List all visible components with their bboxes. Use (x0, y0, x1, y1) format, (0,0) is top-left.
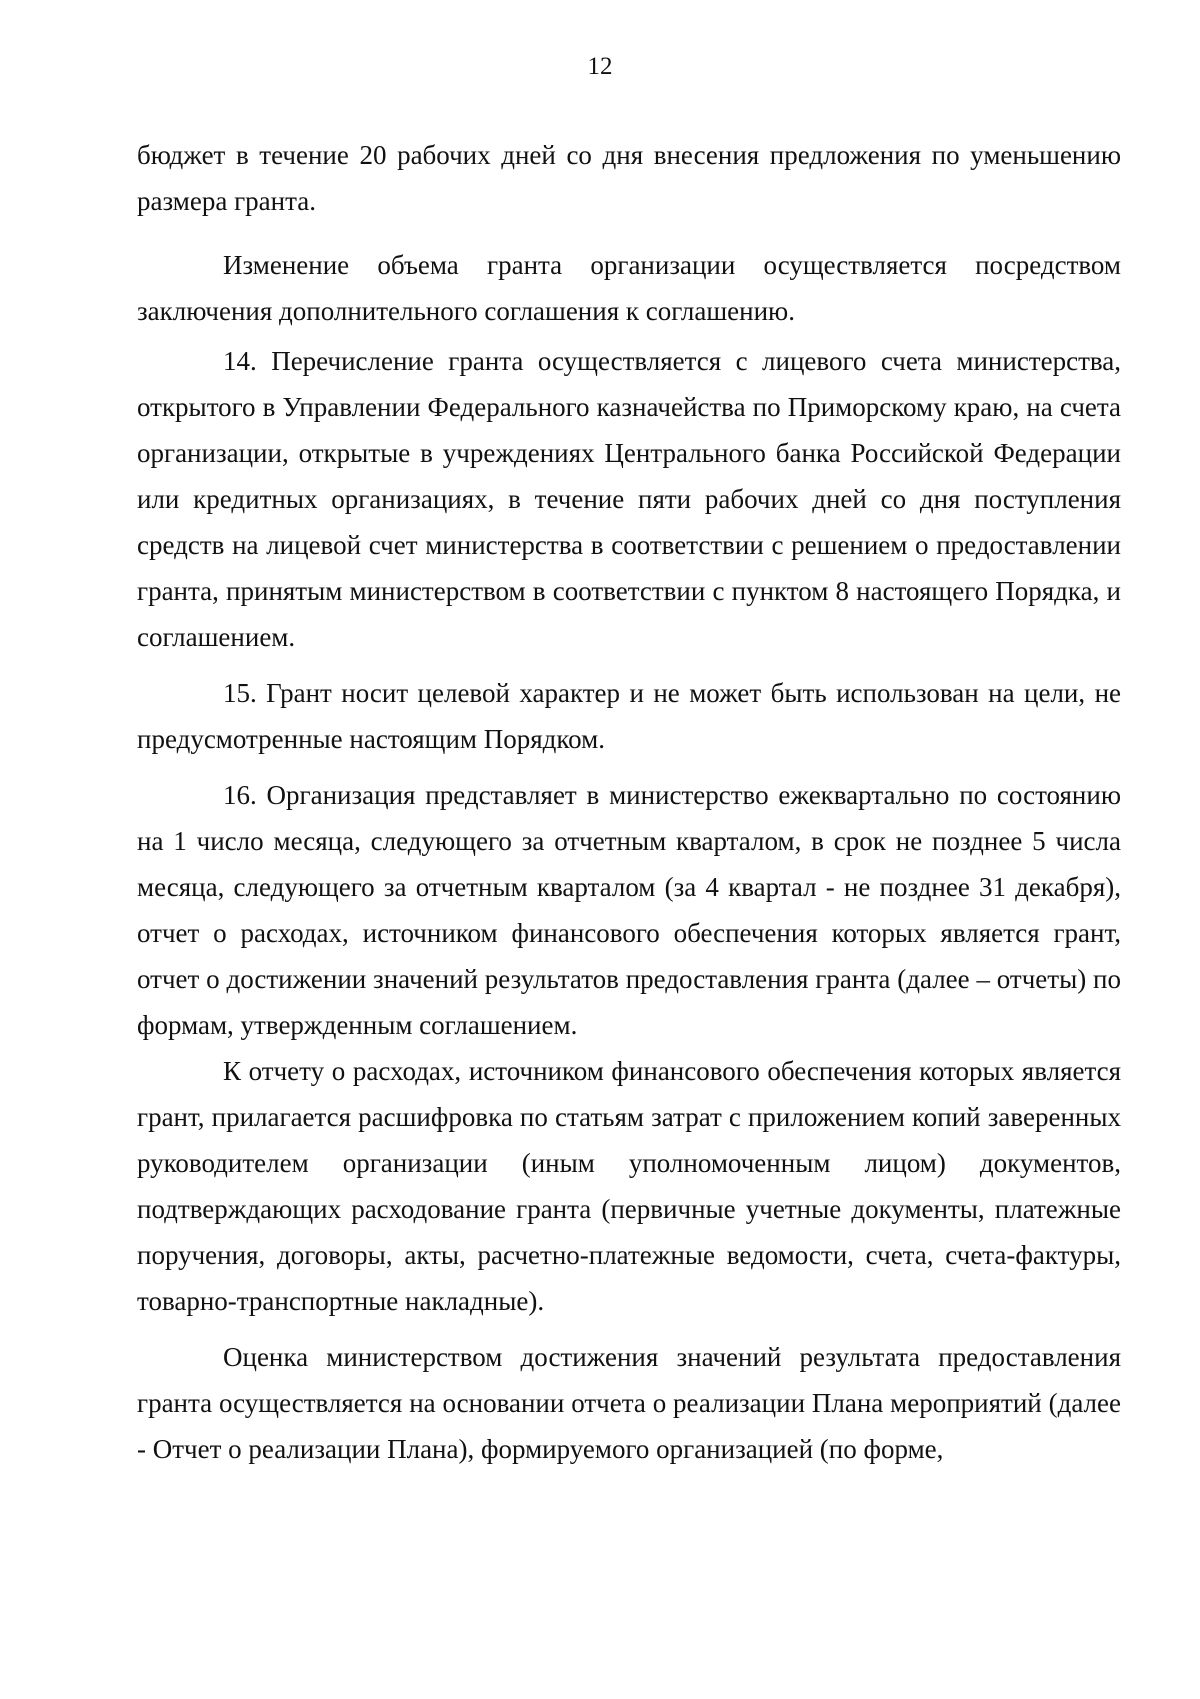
paragraph-16-reporting: 16. Организация представляет в министерство ежеквартально по состоянию на 1 число месяца, следующего за отчетным кварталом, в срок не позднее 5 числа месяца, следующего за отчетным кварталом (за 4 квартал - не позднее 31 декабря), отчет о расходах, источником финансового обеспечения которых является грант, отчет о достижении значений результатов предоставления гранта (далее – отчеты) по формам, утвержденным соглашением. (137, 780, 1121, 1040)
paragraph-14-transfer: 14. Перечисление гранта осуществляется с лицевого счета министерства, открытого в Управлении Федерального казначейства по Приморскому краю, на счета организации, открытые в учреждениях Центрального банка Российской Федерации или кредитных организациях, в течение пяти рабочих дней со дня поступления средств на лицевой счет министерства в соответствии с решением о предоставлении гранта, принятым министерством в соответствии с пунктом 8 настоящего Порядка, и соглашением. (137, 346, 1121, 652)
paragraph-15-purpose: 15. Грант носит целевой характер и не может быть использован на цели, не предусмотренные настоящим Порядком. (137, 678, 1121, 754)
document-body (137, 132, 1121, 1472)
paragraph-grant-change: Изменение объема гранта организации осуществляется посредством заключения дополнительного соглашения к соглашению. (137, 250, 1121, 326)
paragraph-continuation: бюджет в течение 20 рабочих дней со дня внесения предложения по уменьшению размера гранта. (137, 140, 1121, 216)
page-number: 12 (587, 53, 613, 80)
paragraph-assessment: Оценка министерством достижения значений результата предоставления гранта осуществляется на основании отчета о реализации Плана мероприятий (далее - Отчет о реализации Плана), формируемого организацией (по форме, (137, 1342, 1121, 1464)
paragraph-expense-report: К отчету о расходах, источником финансового обеспечения которых является грант, прилагается расшифровка по статьям затрат с приложением копий заверенных руководителем организации (иным уполномоченным лицом) документов, подтверждающих расходование гранта (первичные учетные документы, платежные поручения, договоры, акты, расчетно-платежные ведомости, счета, счета-фактуры, товарно-транспортные накладные). (137, 1056, 1121, 1316)
